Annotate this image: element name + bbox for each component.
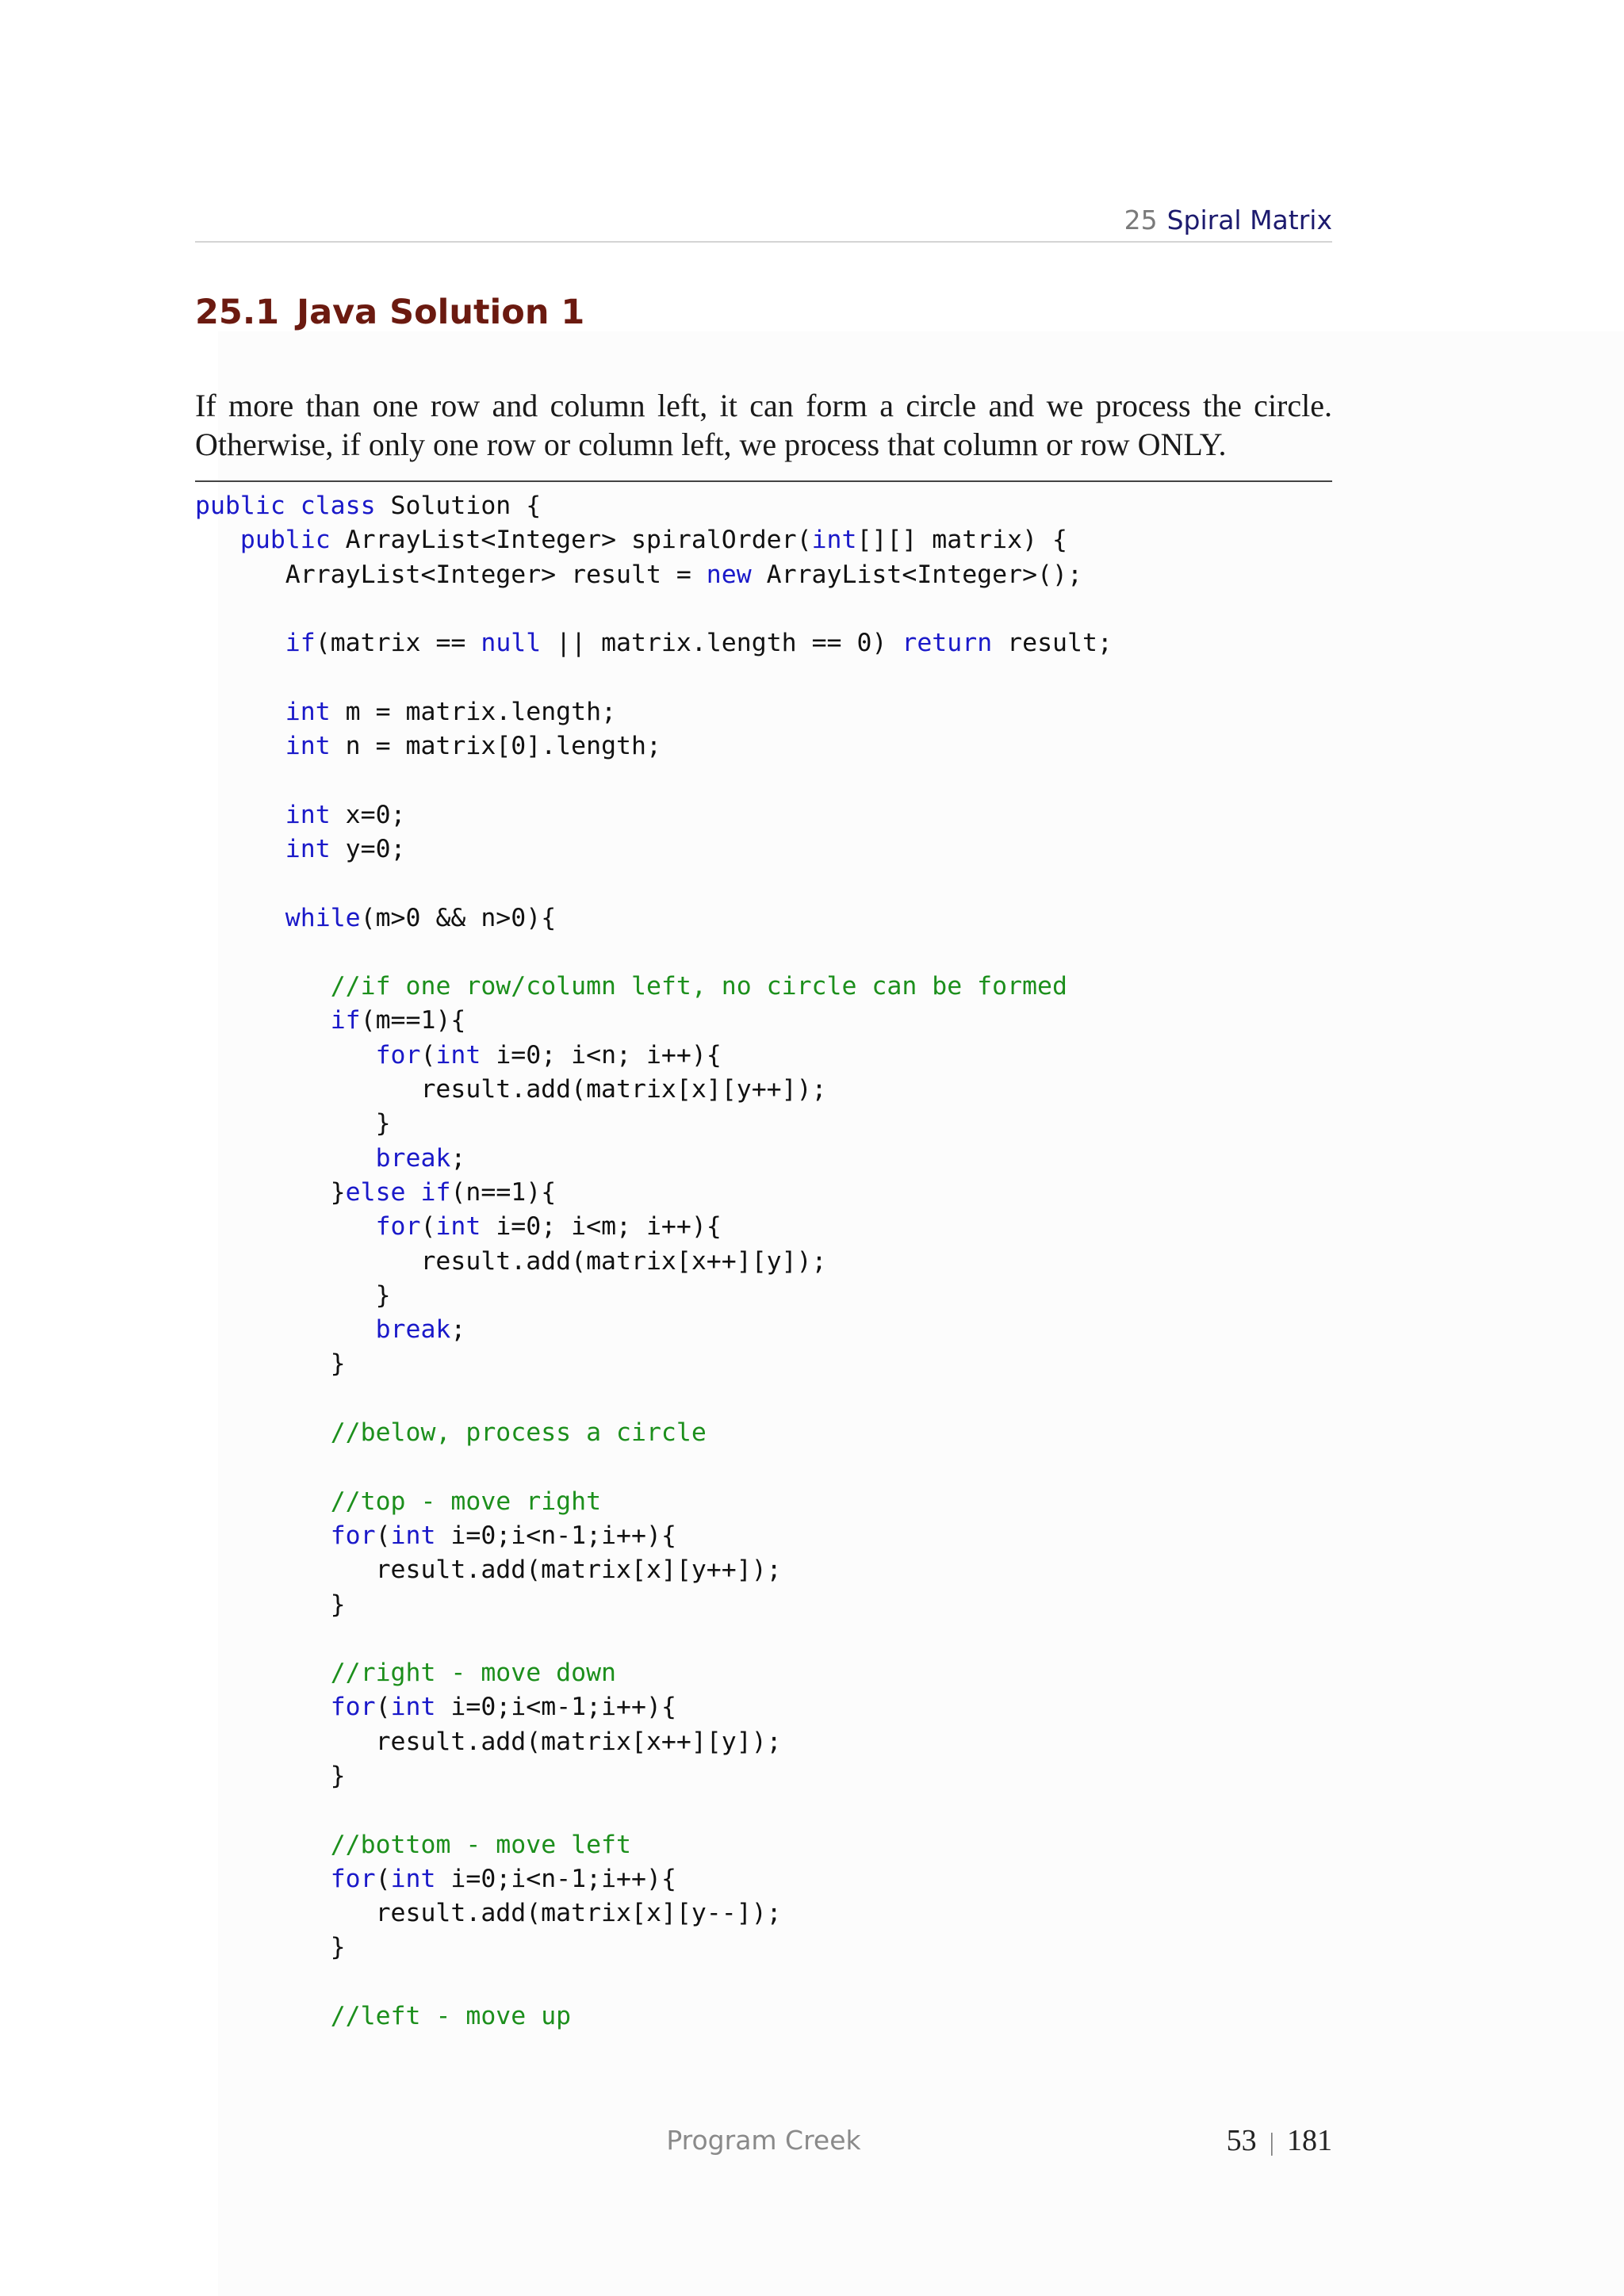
code-line xyxy=(195,832,1113,867)
code-text xyxy=(195,801,285,829)
code-line xyxy=(195,695,1113,729)
code-text: n = matrix[0].length; xyxy=(330,732,661,761)
code-line xyxy=(195,729,1113,763)
code-line xyxy=(195,1793,1113,1827)
code-keyword: int xyxy=(390,1693,436,1722)
code-line xyxy=(195,523,1113,557)
code-text: (matrix == xyxy=(315,629,481,658)
code-text xyxy=(195,1212,376,1241)
code-line xyxy=(195,1485,1113,1519)
code-line xyxy=(195,763,1113,798)
running-header xyxy=(195,205,1332,243)
page-current: 53 xyxy=(1226,2124,1257,2157)
code-line xyxy=(195,1588,1113,1622)
code-text: } xyxy=(195,1109,391,1138)
code-text: [][] matrix) { xyxy=(856,526,1067,555)
code-text: } xyxy=(195,1761,346,1790)
code-text: } xyxy=(195,1177,346,1207)
code-text xyxy=(195,1521,331,1550)
code-listing xyxy=(195,489,1113,2034)
code-line xyxy=(195,1656,1113,1690)
code-text: ; xyxy=(450,1315,466,1345)
code-keyword: public xyxy=(239,526,331,555)
code-text: } xyxy=(195,1590,346,1619)
code-comment: //below, process a circle xyxy=(330,1418,707,1448)
code-line xyxy=(195,1039,1113,1073)
code-text xyxy=(195,629,285,657)
code-text: y=0; xyxy=(330,834,406,863)
code-line xyxy=(195,1622,1113,1656)
code-line xyxy=(195,1519,1113,1553)
code-text: (m==1){ xyxy=(360,1006,466,1035)
code-line xyxy=(195,798,1113,832)
code-text xyxy=(195,1487,331,1516)
code-keyword: else if xyxy=(345,1177,451,1207)
code-top-rule xyxy=(195,480,1332,482)
code-line xyxy=(195,1896,1113,1931)
code-text: } xyxy=(195,1933,346,1962)
code-text xyxy=(195,732,285,760)
section-number: 25.1 xyxy=(195,293,280,332)
code-line xyxy=(195,1965,1113,1999)
code-text: i=0;i<n-1;i++){ xyxy=(435,1864,676,1893)
code-text: || matrix.length == 0) xyxy=(541,629,902,658)
code-keyword: return xyxy=(902,629,993,658)
code-text: result.add(matrix[x][y++]); xyxy=(195,1075,827,1104)
code-text: i=0;i<m-1;i++){ xyxy=(435,1693,676,1722)
code-line xyxy=(195,1828,1113,1862)
code-text xyxy=(195,1041,376,1070)
code-line xyxy=(195,970,1113,1004)
code-line xyxy=(195,867,1113,901)
code-keyword: for xyxy=(375,1040,421,1070)
code-keyword: int xyxy=(285,834,331,863)
code-text xyxy=(195,526,240,554)
code-line xyxy=(195,1725,1113,1759)
code-text xyxy=(195,1831,331,1859)
code-text: i=0; i<n; i++){ xyxy=(481,1040,722,1070)
code-text xyxy=(195,1144,376,1173)
code-keyword: for xyxy=(375,1212,421,1242)
code-text: ( xyxy=(420,1212,436,1242)
code-text: result.add(matrix[x][y--]); xyxy=(195,1899,782,1928)
code-comment: //right - move down xyxy=(330,1659,617,1688)
code-line xyxy=(195,1347,1113,1381)
page-separator: | xyxy=(1269,2127,1274,2156)
code-text: result.add(matrix[x++][y]); xyxy=(195,1727,782,1756)
code-line xyxy=(195,489,1113,523)
code-text xyxy=(195,904,285,932)
page-total: 181 xyxy=(1287,2124,1332,2157)
code-line xyxy=(195,626,1113,660)
code-keyword: for xyxy=(330,1521,376,1550)
code-line xyxy=(195,1313,1113,1347)
code-line xyxy=(195,1450,1113,1484)
code-line xyxy=(195,592,1113,626)
code-keyword: break xyxy=(375,1143,451,1173)
code-text: ( xyxy=(375,1521,391,1550)
code-text: x=0; xyxy=(330,800,406,829)
code-text: Solution { xyxy=(375,492,542,520)
code-line xyxy=(195,1931,1113,1965)
code-text xyxy=(195,1865,331,1893)
code-keyword: null xyxy=(481,629,542,658)
code-line xyxy=(195,558,1113,592)
code-keyword: if xyxy=(330,1006,361,1035)
code-text xyxy=(195,1693,331,1721)
page-number xyxy=(1227,2123,1332,2159)
chapter-title[interactable]: Spiral Matrix xyxy=(1166,205,1332,235)
section-title-text: Java Solution 1 xyxy=(297,293,585,332)
code-keyword: int xyxy=(285,800,331,829)
code-text xyxy=(195,1418,331,1447)
code-keyword: int xyxy=(811,526,857,555)
code-text: } xyxy=(195,1280,391,1310)
code-comment: //left - move up xyxy=(330,2002,572,2031)
code-line xyxy=(195,901,1113,936)
code-line xyxy=(195,1999,1113,2034)
code-line xyxy=(195,1210,1113,1244)
code-text: } xyxy=(195,1349,346,1379)
code-text: ( xyxy=(375,1864,391,1893)
code-line xyxy=(195,1553,1113,1587)
code-text: result.add(matrix[x++][y]); xyxy=(195,1246,827,1276)
code-line xyxy=(195,1107,1113,1141)
code-line xyxy=(195,1142,1113,1176)
code-keyword: while xyxy=(285,903,361,932)
code-keyword: int xyxy=(435,1040,481,1070)
code-text: i=0; i<m; i++){ xyxy=(481,1212,722,1242)
code-keyword: int xyxy=(285,697,331,726)
code-keyword: int xyxy=(390,1864,436,1893)
code-line xyxy=(195,1862,1113,1896)
code-text: ArrayList<Integer> result = xyxy=(195,560,707,589)
code-keyword: int xyxy=(285,732,331,761)
section-heading xyxy=(195,290,584,335)
code-text: ( xyxy=(375,1693,391,1722)
code-line xyxy=(195,1073,1113,1107)
footer-publisher: Program Creek xyxy=(666,2125,861,2156)
code-text xyxy=(195,1659,331,1687)
code-text: ; xyxy=(450,1143,466,1173)
code-keyword: for xyxy=(330,1693,376,1722)
chapter-number: 25 xyxy=(1124,205,1158,235)
code-text: (m>0 && n>0){ xyxy=(360,903,557,932)
code-line xyxy=(195,1004,1113,1038)
code-text: ArrayList<Integer> spiralOrder( xyxy=(330,526,812,555)
code-text: result; xyxy=(992,629,1113,658)
code-comment: //if one row/column left, no circle can be formed xyxy=(330,972,1067,1001)
code-line xyxy=(195,1759,1113,1793)
code-line xyxy=(195,1690,1113,1724)
code-line xyxy=(195,1176,1113,1210)
code-comment: //top - move right xyxy=(330,1487,602,1516)
code-line xyxy=(195,1245,1113,1279)
code-text xyxy=(195,698,285,726)
code-comment: //bottom - move left xyxy=(330,1830,631,1859)
code-text: m = matrix.length; xyxy=(330,697,617,726)
code-keyword: if xyxy=(285,629,316,658)
code-text: ArrayList<Integer>(); xyxy=(751,560,1082,589)
code-text: ( xyxy=(420,1040,436,1070)
code-keyword: int xyxy=(390,1521,436,1550)
intro-paragraph xyxy=(195,386,1332,464)
code-text xyxy=(195,972,331,1001)
paragraph-line-2: Otherwise, if only one row or column left, we process that column or row ONLY. xyxy=(195,427,1227,462)
code-keyword: break xyxy=(375,1315,451,1345)
code-keyword: for xyxy=(330,1864,376,1893)
code-keyword: new xyxy=(706,560,752,589)
code-text xyxy=(195,2002,331,2030)
code-text xyxy=(195,1315,376,1344)
code-line xyxy=(195,660,1113,695)
code-line xyxy=(195,1279,1113,1313)
code-line xyxy=(195,1416,1113,1450)
code-line xyxy=(195,1382,1113,1416)
code-text xyxy=(195,835,285,863)
code-text xyxy=(195,1006,331,1035)
code-keyword: public class xyxy=(195,492,376,520)
code-line xyxy=(195,936,1113,970)
paragraph-line-1: If more than one row and column left, it can form a circle and we process the circle. xyxy=(195,388,1332,423)
code-text: (n==1){ xyxy=(450,1177,557,1207)
code-keyword: int xyxy=(435,1212,481,1242)
code-text: i=0;i<n-1;i++){ xyxy=(435,1521,676,1550)
code-text: result.add(matrix[x][y++]); xyxy=(195,1556,782,1585)
